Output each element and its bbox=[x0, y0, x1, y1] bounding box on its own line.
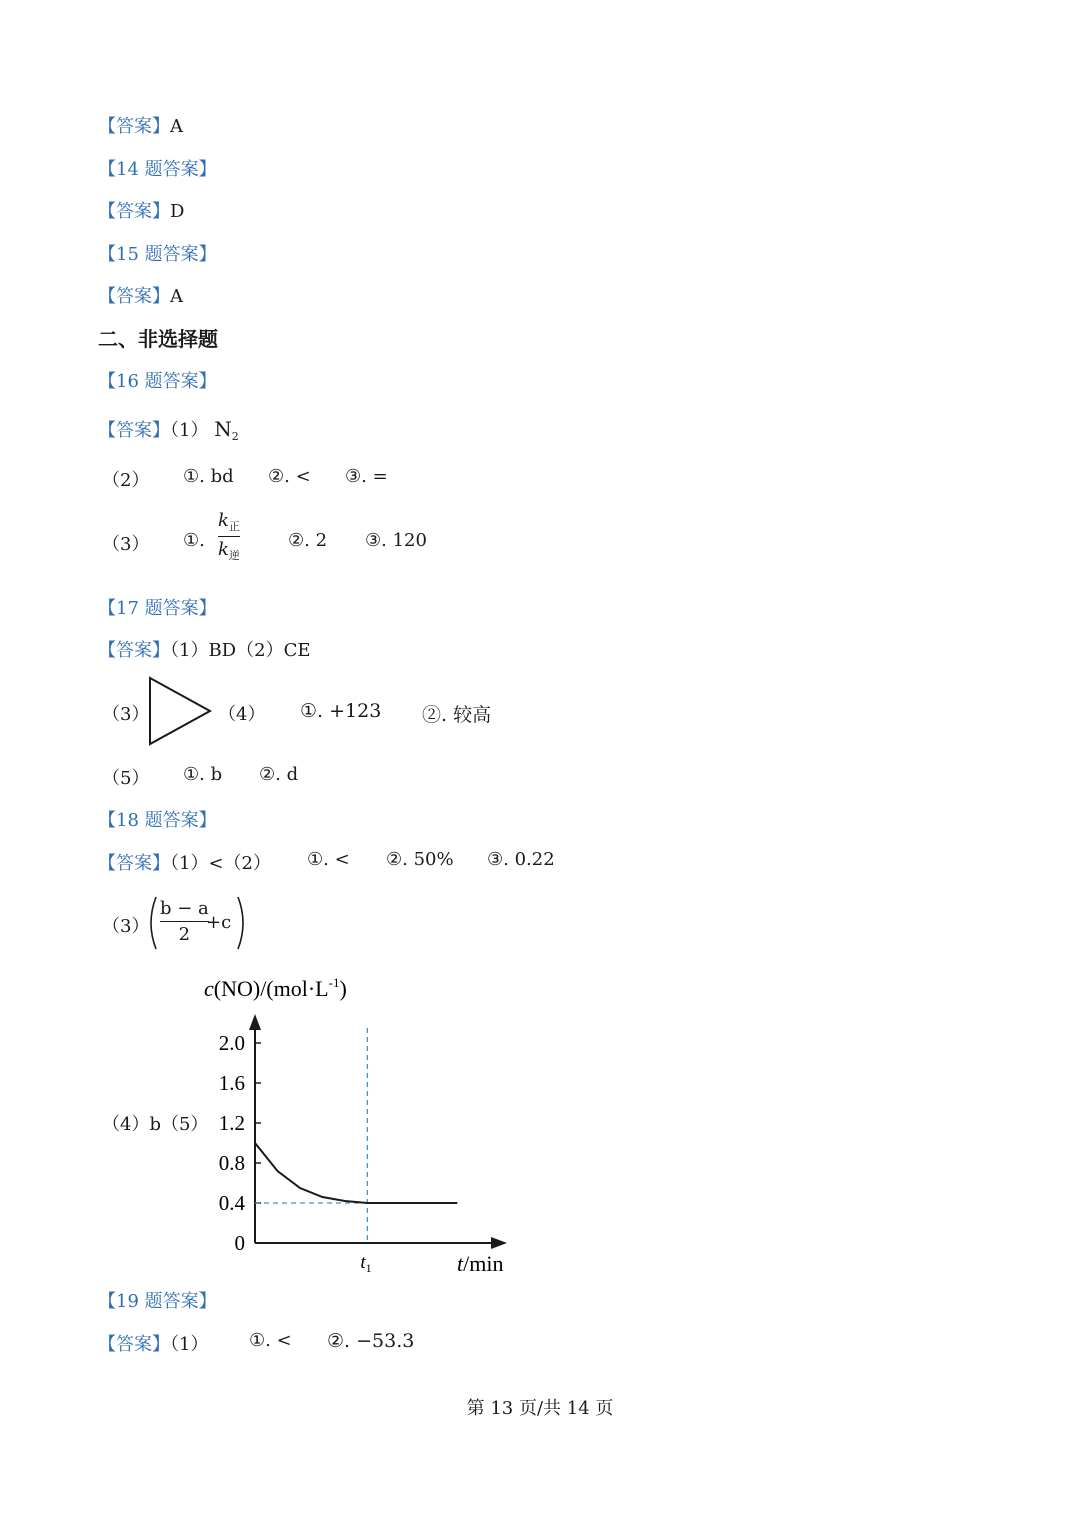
answer-label: 【答案】 bbox=[98, 1334, 170, 1355]
plus-c: +c bbox=[206, 912, 232, 933]
y-tick-label: 0.8 bbox=[218, 1151, 245, 1175]
q16-title: 【16 题答案】 bbox=[98, 371, 217, 392]
fraction-numerator bbox=[218, 510, 240, 534]
q15-title: 【15 题答案】 bbox=[98, 244, 217, 265]
y-tick-label: 1.2 bbox=[218, 1111, 245, 1135]
formula bbox=[214, 417, 239, 441]
y-tick-label: 0 bbox=[234, 1231, 245, 1255]
q17-part4-num: （4） bbox=[218, 704, 266, 725]
q19-part1-b: ②. −53.3 bbox=[327, 1330, 415, 1352]
fraction-denominator bbox=[218, 539, 240, 563]
q18-title: 【18 题答案】 bbox=[98, 810, 217, 831]
q17-part4-a: ①. +123 bbox=[300, 700, 382, 722]
q17-part5-b: ②. d bbox=[259, 764, 299, 785]
q17-part5-num: （5） bbox=[102, 768, 150, 789]
y-tick-label: 2.0 bbox=[218, 1031, 245, 1055]
q18-part2-b: ②. 50% bbox=[386, 849, 454, 870]
y-tick-label: 1.6 bbox=[218, 1071, 245, 1095]
fraction-bar bbox=[218, 536, 240, 537]
q19-title: 【19 题答案】 bbox=[98, 1291, 217, 1312]
k-symbol: k bbox=[218, 539, 229, 560]
concentration-curve bbox=[255, 1143, 457, 1203]
answer-label: 【答案】 bbox=[98, 853, 170, 874]
q17-title: 【17 题答案】 bbox=[98, 598, 217, 619]
q16-part3-b: ②. 2 bbox=[288, 530, 328, 551]
q18-part2-c: ③. 0.22 bbox=[487, 849, 555, 870]
answer-line-15 bbox=[98, 282, 183, 308]
x-axis-arrow bbox=[491, 1237, 507, 1249]
part-number: （1） bbox=[170, 420, 209, 441]
q17-part3-num: （3） bbox=[102, 704, 150, 725]
q16-part3-num: （3） bbox=[102, 534, 150, 555]
y-axis-label: $c(NO)/(mol\cdot L^{-1})$ bbox=[204, 975, 347, 1001]
q19-part1-a: ①. < bbox=[249, 1330, 292, 1351]
t1-tick-label: $t_1$ bbox=[360, 1252, 372, 1275]
no-concentration-chart bbox=[196, 968, 526, 1278]
subscript: 逆 bbox=[228, 549, 240, 562]
part-number: （1） bbox=[170, 1334, 209, 1355]
fraction-denominator: 2 bbox=[178, 924, 191, 945]
formula-subscript: 2 bbox=[231, 430, 239, 443]
answer-value: A bbox=[170, 116, 183, 137]
section-heading: 二、非选择题 bbox=[98, 327, 218, 351]
k-ratio-fraction bbox=[218, 510, 240, 563]
q16-part3-a: ①. bbox=[183, 530, 205, 551]
answer-label: 【答案】 bbox=[98, 640, 170, 661]
q16-part2-a: ①. bd bbox=[183, 466, 234, 487]
answer-line-13 bbox=[98, 112, 183, 138]
q16-part2-b: ②. < bbox=[268, 466, 311, 487]
y-tick-label: 0.4 bbox=[218, 1191, 245, 1215]
fraction-numerator: b − a bbox=[160, 898, 209, 919]
answer-line-14 bbox=[98, 197, 184, 223]
page-footer: 第 13 页/共 14 页 bbox=[466, 1398, 614, 1419]
triangle-shape bbox=[146, 676, 214, 746]
q14-title: 【14 题答案】 bbox=[98, 159, 217, 180]
y-axis-arrow bbox=[249, 1014, 261, 1030]
q16-part1 bbox=[98, 416, 239, 443]
q16-part3-c: ③. 120 bbox=[365, 530, 427, 551]
answer-value: （1）BD（2）CE bbox=[170, 640, 311, 661]
answer-value: D bbox=[170, 201, 185, 222]
q17-part5-a: ①. b bbox=[183, 764, 223, 785]
answer-label: 【答案】 bbox=[98, 201, 170, 222]
q17-part4-b: ②. 较高 bbox=[422, 704, 492, 726]
q19-part1 bbox=[98, 1330, 208, 1356]
q17-part12 bbox=[98, 636, 310, 662]
subscript: 正 bbox=[228, 520, 240, 533]
formula-main: N bbox=[214, 417, 232, 441]
answer-label: 【答案】 bbox=[98, 420, 170, 441]
q16-part2-num: （2） bbox=[102, 470, 150, 491]
answer-label: 【答案】 bbox=[98, 116, 170, 137]
answer-value: A bbox=[170, 286, 183, 307]
q18-part12 bbox=[98, 849, 271, 875]
q18-part45: （4）b（5） bbox=[102, 1114, 209, 1135]
guide-lines bbox=[255, 1028, 367, 1243]
axes bbox=[249, 1014, 507, 1249]
answer-value: （1）<（2） bbox=[170, 853, 271, 874]
fraction-bar bbox=[160, 921, 209, 922]
expr-fraction bbox=[160, 898, 209, 945]
q18-part2-a: ①. < bbox=[307, 849, 350, 870]
answer-label: 【答案】 bbox=[98, 286, 170, 307]
x-axis-label: t/min bbox=[457, 1251, 504, 1276]
q16-part2-c: ③. = bbox=[345, 466, 388, 487]
q18-part3-num: （3） bbox=[102, 916, 150, 937]
k-symbol: k bbox=[218, 510, 229, 531]
